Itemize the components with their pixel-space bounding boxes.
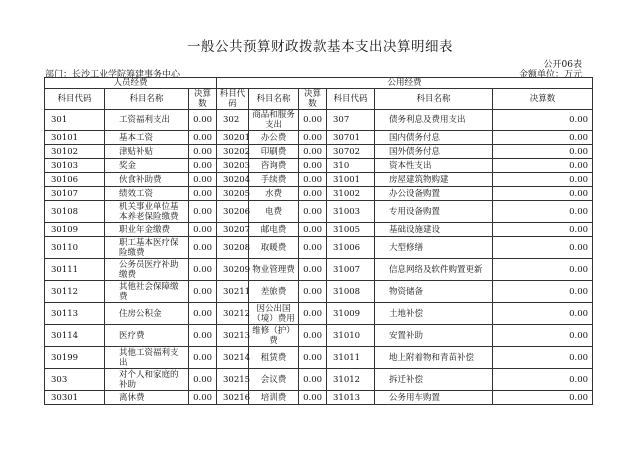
- amount-cell: 0.00: [189, 223, 217, 237]
- amount-cell: 0.00: [189, 131, 217, 145]
- code-cell: 30110: [45, 237, 105, 259]
- code-cell: 30108: [45, 201, 105, 223]
- code-cell: 30702: [327, 145, 375, 159]
- name-cell: 培训费: [249, 391, 299, 405]
- table-row: [45, 223, 593, 237]
- amount-cell: 0.00: [299, 187, 327, 201]
- code-cell: 30205: [217, 187, 249, 201]
- amount-cell: 0.00: [493, 131, 593, 145]
- header-amount: 决算数: [493, 89, 593, 110]
- name-cell: 职工基本医疗保险缴费: [105, 237, 189, 259]
- amount-cell: 0.00: [493, 369, 593, 391]
- table-row: [45, 159, 593, 173]
- amount-cell: 0.00: [189, 110, 217, 131]
- name-cell: 因公出国（境）费用: [249, 303, 299, 325]
- amount-cell: 0.00: [189, 347, 217, 369]
- name-cell: 信息网络及软件购置更新: [375, 259, 493, 281]
- header-amount: 决算数: [189, 89, 217, 110]
- name-cell: 手续费: [249, 173, 299, 187]
- code-cell: 31010: [327, 325, 375, 347]
- name-cell: 国内债务付息: [375, 131, 493, 145]
- code-cell: 307: [327, 110, 375, 131]
- name-cell: 工资福利支出: [105, 110, 189, 131]
- code-cell: 30208: [217, 237, 249, 259]
- table-body: [45, 110, 593, 405]
- name-cell: 房屋建筑物购建: [375, 173, 493, 187]
- name-cell: 其他社会保障缴费: [105, 281, 189, 303]
- amount-cell: 0.00: [493, 223, 593, 237]
- amount-cell: 0.00: [493, 391, 593, 405]
- amount-cell: 0.00: [299, 237, 327, 259]
- code-cell: 30103: [45, 159, 105, 173]
- table-row: [45, 347, 593, 369]
- amount-cell: 0.00: [299, 325, 327, 347]
- code-cell: 30201: [217, 131, 249, 145]
- amount-cell: 0.00: [299, 303, 327, 325]
- code-cell: 30106: [45, 173, 105, 187]
- header-code: 科目代码: [45, 89, 105, 110]
- name-cell: 机关事业单位基本养老保险缴费: [105, 201, 189, 223]
- code-cell: 30204: [217, 173, 249, 187]
- code-cell: 30301: [45, 391, 105, 405]
- code-cell: 30215: [217, 369, 249, 391]
- name-cell: 地上附着物和青苗补偿: [375, 347, 493, 369]
- name-cell: 基础设施建设: [375, 223, 493, 237]
- code-cell: 30203: [217, 159, 249, 173]
- name-cell: 办公费: [249, 131, 299, 145]
- amount-cell: 0.00: [189, 237, 217, 259]
- table-row: [45, 145, 593, 159]
- name-cell: 取暖费: [249, 237, 299, 259]
- amount-cell: 0.00: [189, 173, 217, 187]
- amount-cell: 0.00: [189, 391, 217, 405]
- amount-cell: 0.00: [299, 369, 327, 391]
- section-public: 公用经费: [217, 78, 593, 89]
- amount-cell: 0.00: [299, 391, 327, 405]
- name-cell: 会议费: [249, 369, 299, 391]
- section-personnel: 人员经费: [45, 78, 217, 89]
- table-row: [45, 110, 593, 131]
- amount-cell: 0.00: [189, 159, 217, 173]
- code-cell: 31011: [327, 347, 375, 369]
- code-cell: 31002: [327, 187, 375, 201]
- table-row: [45, 259, 593, 281]
- code-cell: 31007: [327, 259, 375, 281]
- name-cell: 津贴补贴: [105, 145, 189, 159]
- table-row: [45, 303, 593, 325]
- table-row: [45, 391, 593, 405]
- code-cell: 30202: [217, 145, 249, 159]
- code-cell: 31001: [327, 173, 375, 187]
- code-cell: 30214: [217, 347, 249, 369]
- code-cell: 31013: [327, 391, 375, 405]
- amount-cell: 0.00: [299, 110, 327, 131]
- table-row: [45, 201, 593, 223]
- code-cell: 302: [217, 110, 249, 131]
- table-row: [45, 325, 593, 347]
- amount-cell: 0.00: [299, 159, 327, 173]
- name-cell: 奖金: [105, 159, 189, 173]
- name-cell: 医疗费: [105, 325, 189, 347]
- table-row: [45, 369, 593, 391]
- header-name: 科目名称: [375, 89, 493, 110]
- code-cell: 30199: [45, 347, 105, 369]
- amount-cell: 0.00: [189, 281, 217, 303]
- name-cell: 公务用车购置: [375, 391, 493, 405]
- code-cell: 30216: [217, 391, 249, 405]
- amount-cell: 0.00: [493, 201, 593, 223]
- code-cell: 31006: [327, 237, 375, 259]
- name-cell: 基本工资: [105, 131, 189, 145]
- amount-cell: 0.00: [299, 173, 327, 187]
- name-cell: 职业年金缴费: [105, 223, 189, 237]
- code-cell: 31009: [327, 303, 375, 325]
- code-cell: 31005: [327, 223, 375, 237]
- name-cell: 租赁费: [249, 347, 299, 369]
- code-cell: 31008: [327, 281, 375, 303]
- table-row: [45, 173, 593, 187]
- code-cell: 31003: [327, 201, 375, 223]
- page-title: 一般公共预算财政拨款基本支出决算明细表: [187, 39, 453, 55]
- name-cell: 水费: [249, 187, 299, 201]
- table-row: [45, 131, 593, 145]
- code-cell: 30101: [45, 131, 105, 145]
- name-cell: 印刷费: [249, 145, 299, 159]
- amount-cell: 0.00: [299, 145, 327, 159]
- name-cell: 拆迁补偿: [375, 369, 493, 391]
- name-cell: 土地补偿: [375, 303, 493, 325]
- amount-cell: 0.00: [189, 187, 217, 201]
- header-name: 科目名称: [105, 89, 189, 110]
- code-cell: 30212: [217, 303, 249, 325]
- name-cell: 绩效工资: [105, 187, 189, 201]
- name-cell: 电费: [249, 201, 299, 223]
- amount-cell: 0.00: [299, 281, 327, 303]
- code-cell: 30209: [217, 259, 249, 281]
- amount-cell: 0.00: [493, 159, 593, 173]
- code-cell: 30701: [327, 131, 375, 145]
- name-cell: 办公设备购置: [375, 187, 493, 201]
- code-cell: 30109: [45, 223, 105, 237]
- name-cell: 公务员医疗补助缴费: [105, 259, 189, 281]
- table-row: [45, 281, 593, 303]
- header-amount: 决算数: [299, 89, 327, 110]
- code-cell: 30213: [217, 325, 249, 347]
- code-cell: 30111: [45, 259, 105, 281]
- code-cell: 30114: [45, 325, 105, 347]
- name-cell: 邮电费: [249, 223, 299, 237]
- amount-cell: 0.00: [493, 110, 593, 131]
- amount-cell: 0.00: [493, 237, 593, 259]
- amount-cell: 0.00: [493, 187, 593, 201]
- amount-cell: 0.00: [493, 281, 593, 303]
- name-cell: 对个人和家庭的补助: [105, 369, 189, 391]
- header-name: 科目名称: [249, 89, 299, 110]
- name-cell: 其他工资福利支出: [105, 347, 189, 369]
- code-cell: 30107: [45, 187, 105, 201]
- code-cell: 310: [327, 159, 375, 173]
- header-code: 科目代码: [327, 89, 375, 110]
- header-code: 科目代码: [217, 89, 249, 110]
- amount-cell: 0.00: [493, 303, 593, 325]
- amount-cell: 0.00: [493, 145, 593, 159]
- amount-cell: 0.00: [189, 325, 217, 347]
- amount-cell: 0.00: [189, 259, 217, 281]
- name-cell: 物业管理费: [249, 259, 299, 281]
- code-cell: 30207: [217, 223, 249, 237]
- code-cell: 30112: [45, 281, 105, 303]
- amount-cell: 0.00: [493, 347, 593, 369]
- name-cell: 咨询费: [249, 159, 299, 173]
- name-cell: 物资储备: [375, 281, 493, 303]
- name-cell: 大型修缮: [375, 237, 493, 259]
- code-cell: 30211: [217, 281, 249, 303]
- unit-label: 金额单位：万元: [518, 70, 582, 80]
- name-cell: 专用设备购置: [375, 201, 493, 223]
- amount-cell: 0.00: [299, 259, 327, 281]
- amount-cell: 0.00: [189, 303, 217, 325]
- name-cell: 伙食补助费: [105, 173, 189, 187]
- code-cell: 30102: [45, 145, 105, 159]
- name-cell: 住房公积金: [105, 303, 189, 325]
- amount-cell: 0.00: [189, 369, 217, 391]
- name-cell: 差旅费: [249, 281, 299, 303]
- name-cell: 国外债务付息: [375, 145, 493, 159]
- form-code: 公开06表: [543, 60, 582, 70]
- amount-cell: 0.00: [299, 131, 327, 145]
- code-cell: 30113: [45, 303, 105, 325]
- table-row: [45, 237, 593, 259]
- name-cell: 维修（护）费: [249, 325, 299, 347]
- amount-cell: 0.00: [299, 347, 327, 369]
- name-cell: 债务利息及费用支出: [375, 110, 493, 131]
- name-cell: 离休费: [105, 391, 189, 405]
- amount-cell: 0.00: [493, 325, 593, 347]
- amount-cell: 0.00: [299, 201, 327, 223]
- name-cell: 安置补助: [375, 325, 493, 347]
- code-cell: 30206: [217, 201, 249, 223]
- code-cell: 31012: [327, 369, 375, 391]
- department-label: 部门：长沙工业学院筹建事务中心: [45, 70, 181, 80]
- code-cell: 303: [45, 369, 105, 391]
- amount-cell: 0.00: [299, 223, 327, 237]
- amount-cell: 0.00: [493, 259, 593, 281]
- table-row: [45, 187, 593, 201]
- amount-cell: 0.00: [189, 145, 217, 159]
- amount-cell: 0.00: [493, 173, 593, 187]
- name-cell: 资本性支出: [375, 159, 493, 173]
- amount-cell: 0.00: [189, 201, 217, 223]
- name-cell: 商品和服务支出: [249, 110, 299, 131]
- expenditure-table: [44, 77, 593, 405]
- code-cell: 301: [45, 110, 105, 131]
